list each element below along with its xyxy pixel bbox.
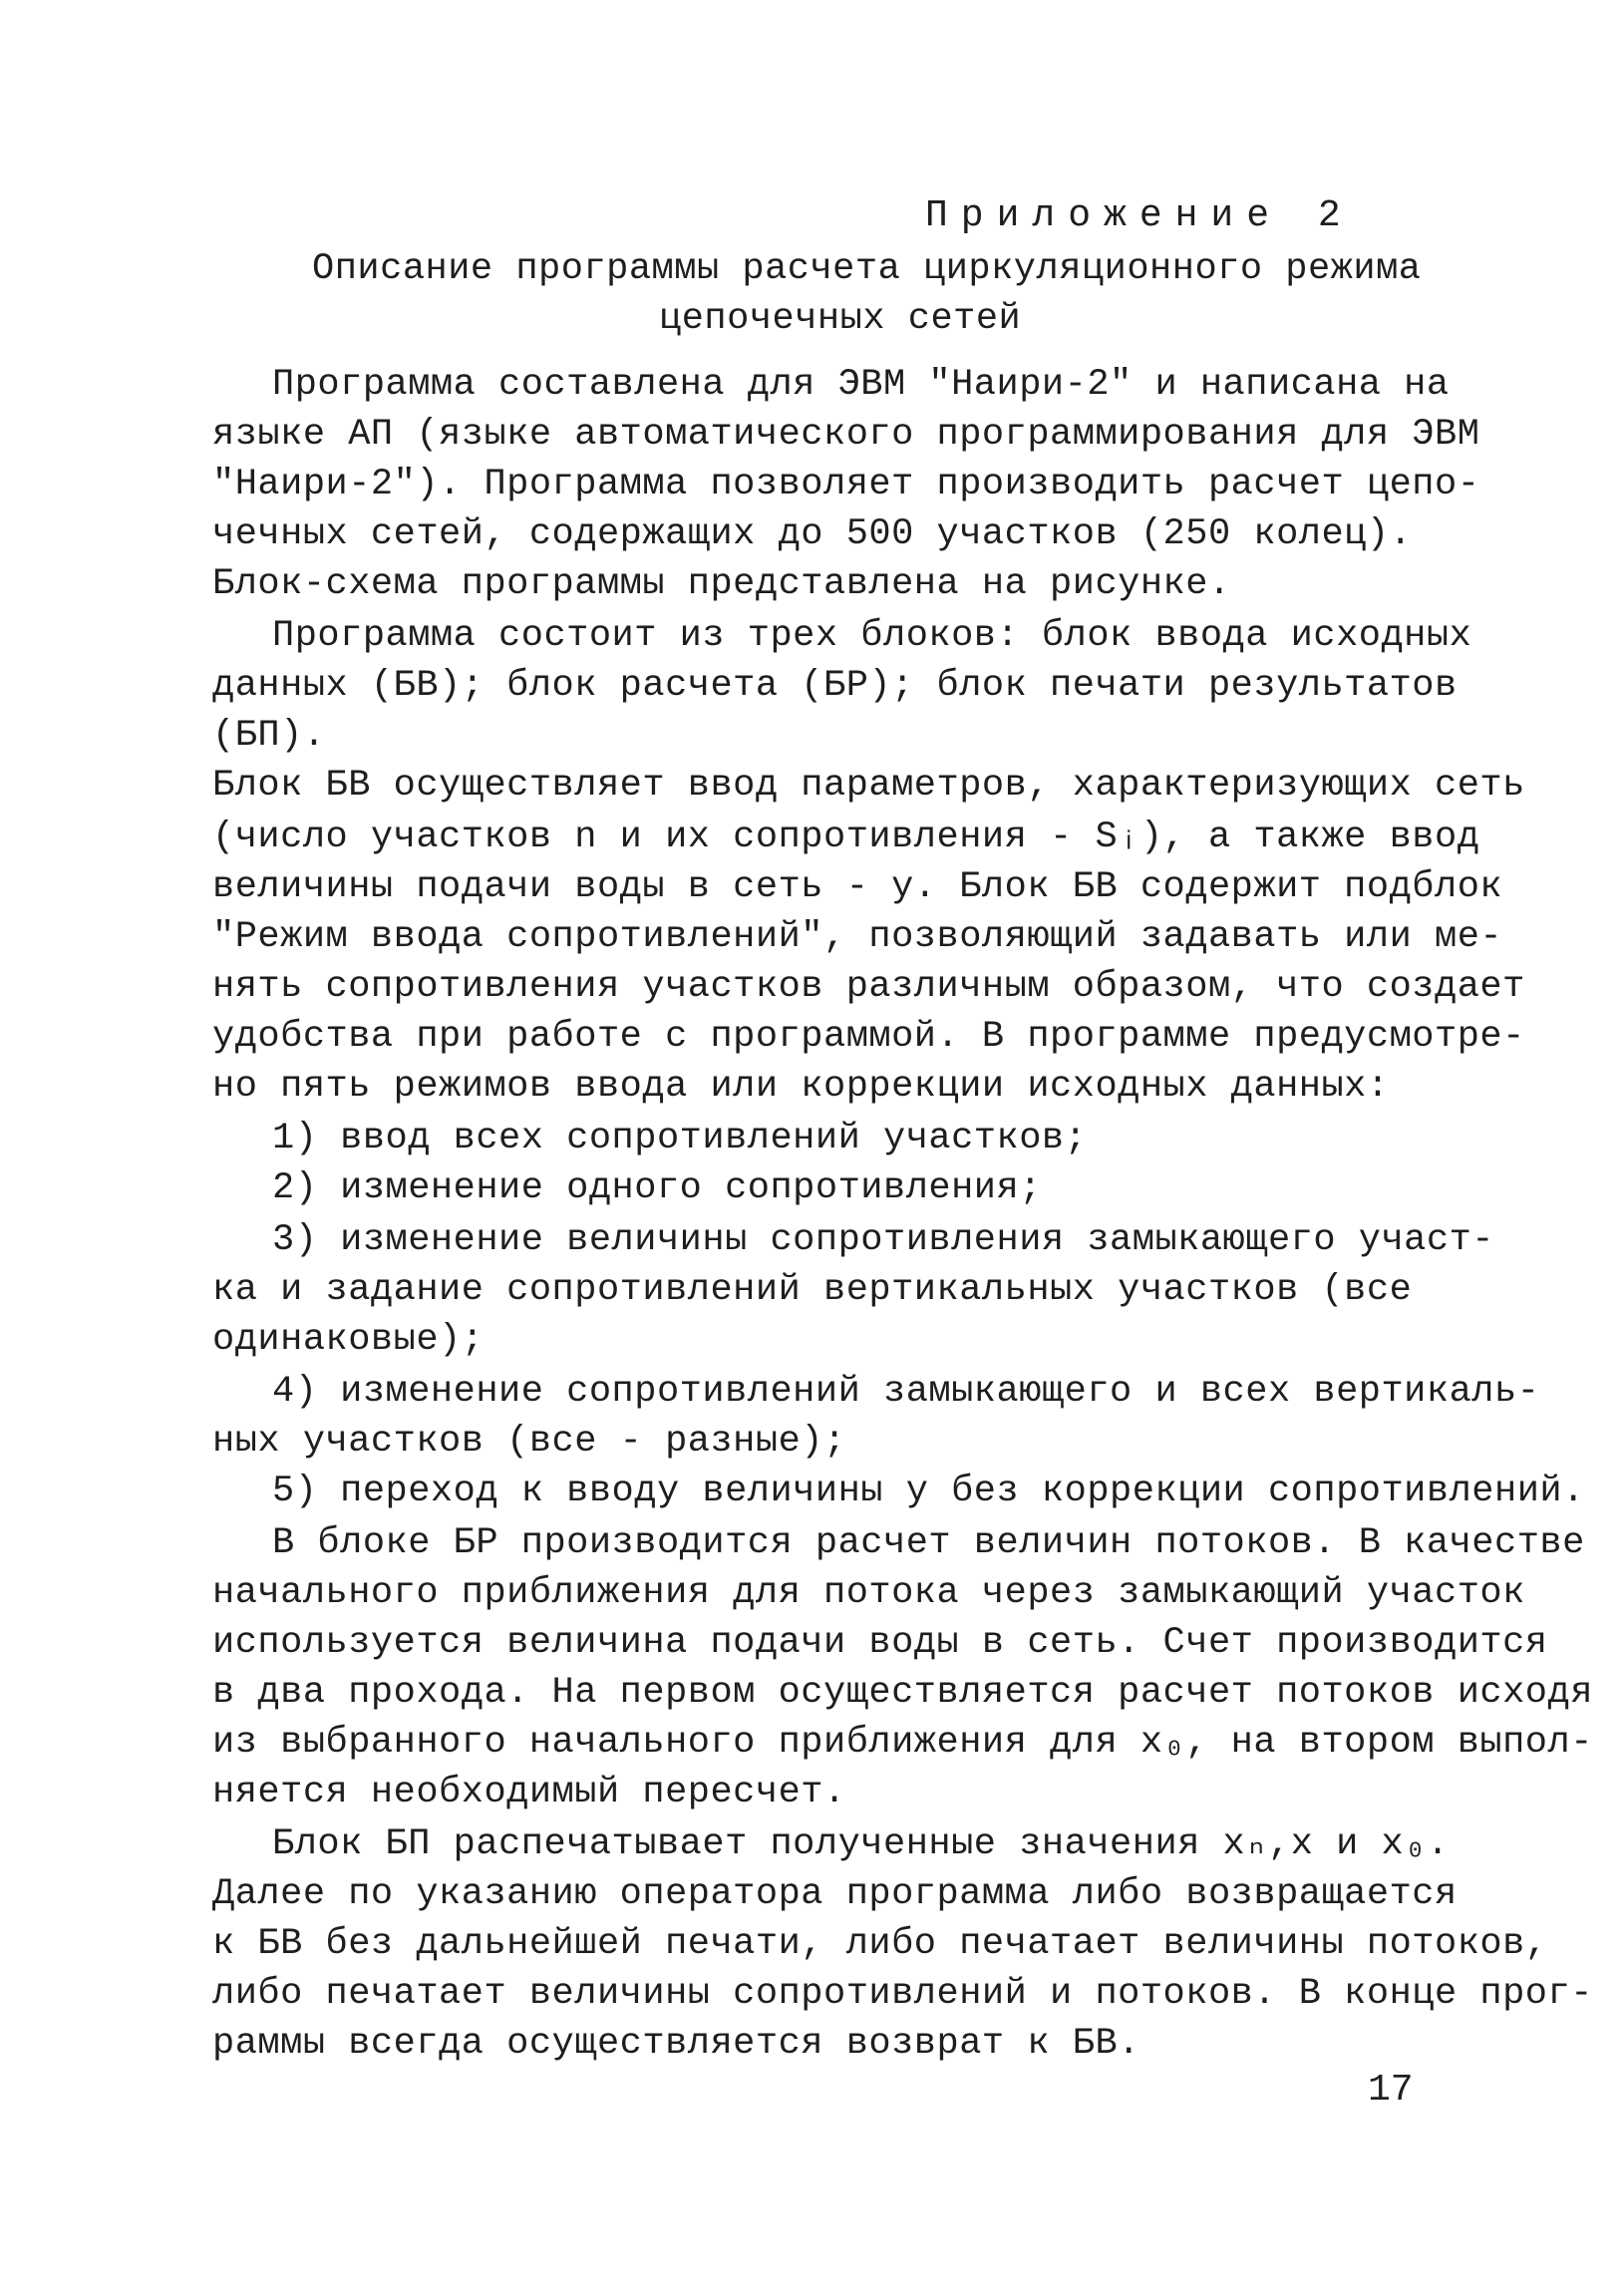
body-line-2: языке АП (языке автоматического программирования для ЭВМ — [212, 414, 1480, 456]
body-line-34: раммы всегда осуществляется возврат к БВ. — [212, 2023, 1140, 2065]
body-line-26: используется величина подачи воды в сеть. Счет производится — [212, 1622, 1548, 1664]
body-line-27: в два прохода. На первом осуществляется расчет потоков исходя — [212, 1672, 1593, 1714]
body-line-32: к БВ без дальнейшей печати, либо печатает величины потоков, — [212, 1923, 1548, 1965]
body-line-7: данных (БВ); блок расчета (БР); блок печати результатов — [212, 665, 1458, 707]
body-line-1: Программа составлена для ЭВМ "Наири-2" и написана на — [272, 364, 1450, 406]
body-line-6: Программа состоит из трех блоков: блок ввода исходных — [272, 615, 1472, 657]
body-line-14: удобства при работе с программой. В программе предусмотре- — [212, 1016, 1525, 1058]
list-item-1: 1) ввод всех сопротивлений участков; — [272, 1118, 1088, 1159]
body-line-24: В блоке БР производится расчет величин потоков. В качестве — [272, 1522, 1585, 1564]
list-item-2: 2) изменение одного сопротивления; — [272, 1167, 1042, 1209]
title-line-2: цепочечных сетей — [659, 298, 1022, 340]
body-line-11: величины подачи воды в сеть - у. Блок БВ содержит подблок — [212, 866, 1503, 908]
body-line-8: (БП). — [212, 715, 326, 757]
body-line-15: но пять режимов ввода или коррекции исходных данных: — [212, 1066, 1390, 1108]
list-item-4: 4) изменение сопротивлений замыкающего и всех вертикаль- — [272, 1371, 1540, 1413]
body-line-5: Блок-схема программы представлена на рисунке. — [212, 563, 1231, 605]
list-item-3: 3) изменение величины сопротивления замыкающего участ- — [272, 1219, 1494, 1261]
body-line-10: (число участков n и их сопротивления - Sᵢ), а также ввод — [212, 817, 1480, 858]
body-line-3: "Наири-2"). Программа позволяет производить расчет цепо- — [212, 464, 1480, 505]
body-line-30: Блок БП распечатывает полученные значения xₙ,x и x₀. — [272, 1823, 1450, 1865]
body-line-13: нять сопротивления участков различным образом, что создает — [212, 966, 1525, 1008]
body-line-31: Далее по указанию оператора программа либо возвращается — [212, 1873, 1458, 1915]
body-line-28: из выбранного начального приближения для x₀, на втором выпол- — [212, 1722, 1593, 1764]
body-line-4: чечных сетей, содержащих до 500 участков (250 колец). — [212, 513, 1413, 555]
list-item-5: 5) переход к вводу величины у без коррекции сопротивлений. — [272, 1471, 1585, 1512]
body-line-25: начального приближения для потока через замыкающий участок — [212, 1572, 1525, 1614]
body-line-9: Блок БВ осуществляет ввод параметров, характеризующих сеть — [212, 765, 1525, 807]
list-item-3-cont-2: одинаковые); — [212, 1319, 485, 1361]
appendix-label: Приложение 2 — [925, 194, 1354, 237]
body-line-29: няется необходимый пересчет. — [212, 1772, 846, 1813]
list-item-4-cont: ных участков (все - разные); — [212, 1421, 846, 1463]
title-line-1: Описание программы расчета циркуляционного режима — [312, 248, 1422, 290]
list-item-3-cont-1: ка и задание сопротивлений вертикальных участков (все — [212, 1269, 1413, 1311]
page-number: 17 — [1368, 2069, 1414, 2112]
body-line-33: либо печатает величины сопротивлений и потоков. В конце прог- — [212, 1973, 1593, 2015]
body-line-12: "Режим ввода сопротивлений", позволяющий задавать или ме- — [212, 916, 1503, 958]
